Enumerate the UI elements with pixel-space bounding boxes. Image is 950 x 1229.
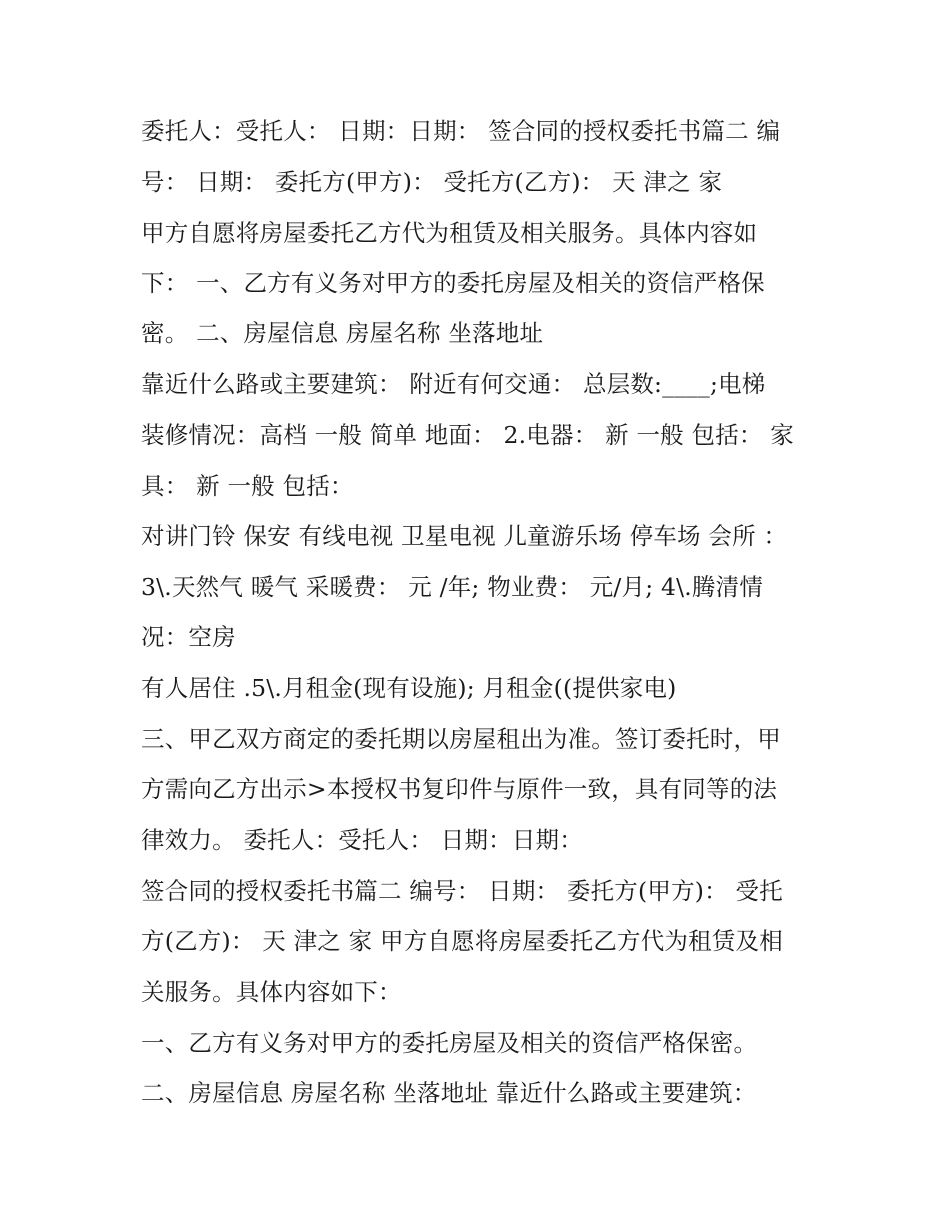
text-line: 二、房屋信息 房屋名称 坐落地址 靠近什么路或主要建筑： [141, 1079, 757, 1107]
text-line: 况：空房 [141, 623, 236, 651]
text-line: 关服务。具体内容如下： [141, 978, 402, 1006]
text-line: 方(乙方)： 天 津之 家 甲方自愿将房屋委托乙方代为租赁及相 [141, 927, 783, 955]
text-line: 装修情况：高档 一般 简单 地面： 2.电器： 新 一般 包括： 家 [141, 421, 794, 449]
text-line: 一、乙方有义务对甲方的委托房屋及相关的资信严格保密。 [141, 1029, 758, 1057]
text-line: 律效力。 委托人：受托人： 日期：日期： [141, 826, 583, 854]
text-line: 号： 日期： 委托方(甲方)： 受托方(乙方)： 天 津之 家 [141, 168, 723, 196]
text-line: 密。 二、房屋信息 房屋名称 坐落地址 [141, 319, 544, 347]
text-line: 签合同的授权委托书篇二 编号： 日期： 委托方(甲方)： 受托 [141, 877, 783, 905]
text-line: 三、甲乙双方商定的委托期以房屋租出为准。签订委托时，甲 [141, 725, 781, 753]
text-line: 甲方自愿将房屋委托乙方代为租赁及相关服务。具体内容如 [141, 219, 758, 247]
text-line: 有人居住 .5\.月租金(现有设施); 月租金((提供家电) [141, 674, 677, 702]
text-line: 委托人：受托人： 日期：日期： 签合同的授权委托书篇二 编 [141, 117, 781, 145]
text-line: 靠近什么路或主要建筑： 附近有何交通： 总层数:____;电梯 [141, 370, 766, 398]
text-line: 对讲门铃 保安 有线电视 卫星电视 儿童游乐场 停车场 会所 ： [141, 522, 788, 550]
text-line: 方需向乙方出示>本授权书复印件与原件一致，具有同等的法 [141, 775, 778, 803]
text-line: 3\.天然气 暖气 采暖费： 元 /年; 物业费： 元/月; 4\.腾清情 [141, 573, 764, 601]
text-line: 下： 一、乙方有义务对甲方的委托房屋及相关的资信严格保 [141, 269, 765, 297]
text-line: 具： 新 一般 包括： [141, 472, 354, 500]
